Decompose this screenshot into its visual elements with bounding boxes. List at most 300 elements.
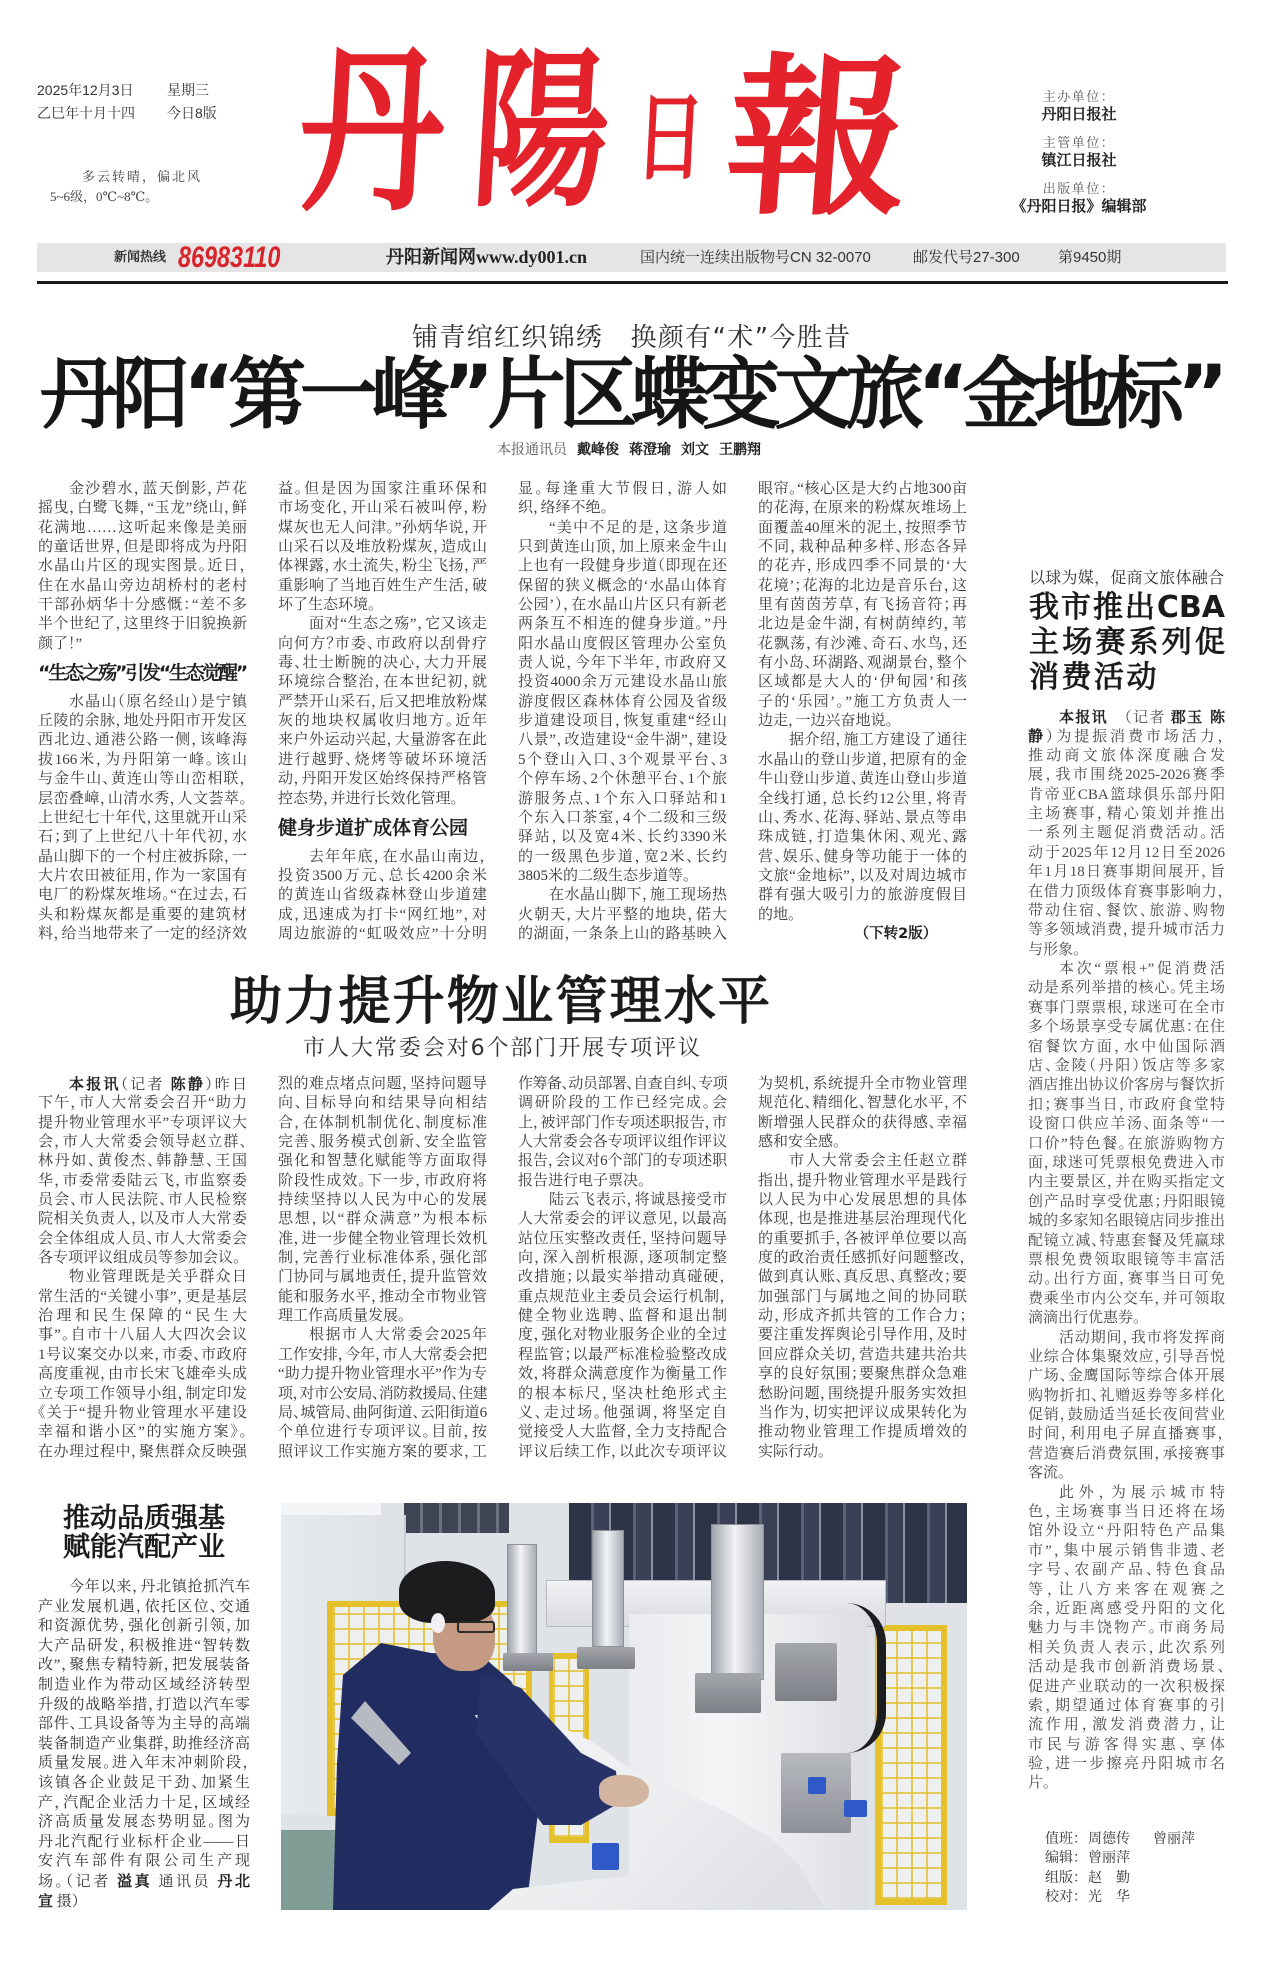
staff-row	[1045, 1830, 1218, 1849]
photo-window	[281, 1503, 381, 1515]
text-line: 动是系列举措的核心。凭主场	[1028, 980, 1225, 997]
logo-char: 陽	[467, 31, 615, 231]
text-line: 山采石以及堆放粉煤灰，造成山	[278, 539, 487, 556]
text-line: 层峦叠嶂，山清水秀，人文荟萃。	[38, 790, 247, 807]
photo-clamp	[503, 1653, 553, 1671]
text-line: 的地。	[758, 906, 796, 923]
text-line: 扣；赛事当日，市政府食堂特	[1028, 1096, 1225, 1113]
text-line: 环境综合整治，在本世纪初，就	[278, 674, 487, 691]
text-line: 灰的地块权属收归地方。近年	[278, 713, 487, 730]
sidebar-column	[1028, 708, 1225, 1794]
info-bar	[37, 243, 1226, 272]
text-line: 改措施；以最实举措动真碰硬，	[518, 1269, 727, 1286]
text-line: 流作用，激发消费潜力，让	[1028, 1717, 1225, 1734]
text-line: 火朝天，大片平整的地块，偌大	[518, 906, 727, 923]
text-line: 山、秀水、花海、驿站、景点等串	[758, 809, 967, 826]
text-line: 上世纪七十年代，这里就开山采	[38, 809, 247, 826]
text-line: 与金牛山、黄连山等山峦相联，	[38, 771, 247, 788]
text-line: 华，市委常委陆云飞，市监察委	[38, 1172, 247, 1189]
photo-clamp	[775, 1643, 837, 1701]
text-line: 口价”特色餐。在旅游购物方	[1028, 1135, 1225, 1152]
text-line: 烈的难点堵点问题，坚持问题导	[278, 1076, 487, 1092]
postal-code: 邮发代号27-300	[913, 249, 1020, 266]
text-line: 业综合体集聚效应，引导吾悦	[1028, 1348, 1225, 1365]
byline-name: 王鹏翔	[719, 442, 761, 458]
photo-clamp	[695, 1673, 761, 1713]
text-line: 晶山脚下的一个村庄被拆除，一	[38, 848, 247, 865]
text-segment: ）为提振消费市场活力，	[1045, 729, 1225, 746]
text-line: 严禁开山采石，后又把堆放粉煤	[278, 693, 487, 710]
publisher-info	[999, 89, 1159, 227]
text-segment: （记者	[1107, 710, 1171, 726]
text-line: 游服务点、1个东入口驿站和1	[518, 790, 727, 807]
text-line: 来户外运动兴起，大量游客在此	[278, 732, 487, 749]
text-line: 颜了！”	[38, 635, 83, 652]
text-line: 立专项工作领导小组，制定印发	[38, 1385, 247, 1402]
text-line: 步道建设项目，恢复重建“经山	[518, 713, 727, 730]
text-line: 部件、工具设备等为主导的高端	[38, 1716, 250, 1733]
text-line: 水晶山的登山步道，把原有的金	[758, 751, 967, 768]
headline-line: 主场赛系列促	[1029, 625, 1225, 660]
text-line: 全线打通，总长约12公里，将青	[758, 790, 967, 807]
text-line: 照评议工作实施方案的要求，工	[278, 1443, 487, 1460]
text-line: 费乘坐市内公交车，并可领取	[1028, 1290, 1225, 1307]
text-line: 头和粉煤灰都是重要的建筑材	[38, 906, 247, 923]
text-line: 今年以来，丹北镇抢抓汽车	[69, 1579, 250, 1595]
byline-name: 刘文	[681, 442, 709, 458]
supervisor-label: 主管单位：	[1042, 136, 1116, 151]
staff-name: 赵 勤	[1088, 1869, 1130, 1886]
text-line: 重影响了当地百姓生产生活，破	[278, 577, 487, 594]
text-line: 魅力与丰饶物产。市商务局	[1028, 1620, 1225, 1637]
text-line: 广场、金鹰国际等综合体开展	[1028, 1368, 1225, 1385]
text-line: 产业发展机遇，依托区位、交通	[38, 1598, 250, 1615]
text-line: 员会、市人民法院、市人民检察	[38, 1192, 247, 1209]
article-column	[278, 1075, 487, 1462]
photo-earbud	[431, 1613, 445, 1633]
text-line: 的重要抓手，各被评单位要以高	[758, 1230, 967, 1247]
byline-name: 蒋澄瑜	[629, 442, 671, 458]
text-line: 制，完善行业标准体系，强化部	[278, 1250, 487, 1267]
text-line: 票根免费领取眼镜等丰富活	[1028, 1251, 1225, 1268]
text-line: 觉接受人大监督，全力支持配合	[518, 1424, 727, 1441]
text-line: 准，进一步健全物业管理长效机	[278, 1230, 487, 1247]
text-line: 事”。自市十八届人大四次会议	[38, 1327, 247, 1344]
text-line: 面对“生态之殇”，它又该走	[309, 616, 487, 633]
text-line: 强化和智慧化赋能等方面取得	[278, 1153, 487, 1170]
byline-name: 戴峰俊	[577, 442, 619, 458]
text-line: 质量发展。进入年末冲刺阶段，	[38, 1755, 250, 1772]
text-line: “美中不足的是，这条步道	[549, 519, 727, 536]
text-line: 市人大常委会主任赵立群	[789, 1153, 967, 1170]
text-line: 半个世纪了，这里终于旧貌换新	[38, 616, 247, 633]
text-segment: ）昨日	[205, 1077, 247, 1093]
text-line: 幸福和谐小区”的实施方案》。	[38, 1424, 247, 1441]
text-line: 动，丹阳开发区始终保持严格管	[278, 771, 487, 788]
text-line	[38, 1872, 250, 1892]
factory-photo	[281, 1503, 967, 1910]
text-segment: 场。（记者	[38, 1873, 118, 1890]
text-line: 的一级黑色步道，宽2米、长约	[518, 848, 727, 865]
text-line: 八景”，改造建设“金牛湖”，建设	[518, 732, 727, 749]
text-line: 等，让八方来客在观赛之	[1028, 1581, 1225, 1598]
text-line: 活动是我市创新消费场景、	[1028, 1659, 1225, 1676]
text-line: 大产品研发，积极推进“智转数	[38, 1637, 250, 1654]
text-line: 花满地……这听起来像是美丽	[38, 519, 247, 536]
text-line: 活动期间，我市将发挥商	[1059, 1329, 1225, 1346]
text-line: 愁盼问题，围绕提升服务实效担	[758, 1385, 967, 1402]
hotline-number: 86983110	[178, 241, 281, 274]
text-line: 控态势，并进行长效化管理。	[278, 790, 459, 807]
text-line: 的花卉，形成四季不同景的‘大	[758, 558, 967, 575]
text-line	[1028, 708, 1225, 727]
text-line: 义、走过场。他强调，将坚定自	[518, 1404, 727, 1421]
text-line: 会全体组成人员、市人大常委会	[38, 1230, 247, 1247]
text-line: 投资3500万元、总长4200余米	[278, 867, 487, 884]
supervisor-value: 镇江日报社	[1041, 151, 1117, 169]
text-line: 时间，利用电子屏直播赛事，	[1028, 1426, 1225, 1443]
text-line: 重点规范业主委员会运行机制，	[518, 1288, 727, 1305]
text-line: 验，进一步擦亮丹阳城市名	[1028, 1756, 1225, 1773]
text-line: 宿餐饮方面，水中仙国际酒	[1028, 1038, 1225, 1055]
text-line: 此外，为展示城市特	[1059, 1484, 1225, 1501]
text-line: 群有强大吸引力的旅游度假目	[758, 887, 967, 904]
text-line: 在水晶山脚下，施工现场热	[549, 887, 727, 904]
text-line: 水晶山片区的现实图景。近日，	[38, 558, 247, 575]
website: 丹阳新闻网www.dy001.cn	[386, 247, 588, 267]
text-line: 进行越野、烧烤等破坏环境活	[278, 751, 487, 768]
text-line: 与形象。	[1028, 941, 1081, 958]
weather-temperature: 5~6级，0℃~8℃。	[50, 189, 159, 204]
text-line: 大片农田被征用，作为一家国有	[38, 867, 247, 884]
text-line: 上，被评部门作专项述职报告，市	[518, 1114, 727, 1131]
lead-headline: 丹阳“第一峰”片区蝶变文旅“金地标”	[40, 350, 1222, 440]
text-line: 工作安排，今年，市人大常委会把	[278, 1346, 487, 1363]
text-line: 1号议案交办以来，市委、市政府	[38, 1346, 247, 1363]
text-line: 向、目标导向和结果导向相结	[278, 1095, 487, 1112]
text-line: 滴滴出行优惠券。	[1028, 1310, 1141, 1327]
text-line: 年1月18日赛事期间展开，旨	[1028, 864, 1225, 881]
text-line: 体裸露，水土流失，粉尘飞扬，严	[278, 558, 487, 575]
text-line: 两条互不相连的健身步道。”丹	[518, 616, 727, 633]
staff-credits	[1045, 1830, 1218, 1907]
text-line: 各专项评议组成员等参加会议。	[38, 1250, 241, 1267]
text-line: 在借力顶级体育赛事影响力，	[1028, 883, 1225, 900]
text-line: 等多领域消费，提升城市活力	[1028, 922, 1225, 939]
byline-label: 本报通讯员	[497, 442, 567, 458]
text-line: 城的多家知名眼镜店同步推出	[1028, 1213, 1225, 1230]
logo-char: 日	[632, 81, 708, 194]
text-line: 珠成链，打造集休闲、观光、露	[758, 829, 967, 846]
text-line: 常生活的“关键小事”，更是基层	[38, 1288, 247, 1305]
text-line: 院相关负责人，以及市人大常委	[38, 1211, 247, 1228]
text-line: 合，在体制机制优化、制度标准	[278, 1114, 487, 1131]
text-line: 会，市人大常委会领导赵立群、	[38, 1134, 247, 1151]
text-line: 当作为，切实把评议成果转化为	[758, 1404, 967, 1421]
text-line: 物业管理既是关乎群众日	[69, 1269, 247, 1286]
text-line: 规范化、精细化、智慧化水平，不	[758, 1095, 967, 1112]
text-line: 本次“票根+”促消费活	[1059, 961, 1225, 978]
text-line: 指出，提升物业管理水平是践行	[758, 1172, 967, 1189]
text-line: 要注重发挥舆论引导作用，及时	[758, 1327, 967, 1344]
staff-role: 编辑：	[1045, 1850, 1087, 1867]
text-line: 边走，一边兴奋地说。	[758, 713, 894, 730]
text-line: 毒、壮士断腕的决心，大力开展	[278, 655, 487, 672]
text-line: 据介绍，施工方建设了通往	[789, 732, 967, 749]
bold-text: 郡玉 陈	[1170, 708, 1225, 726]
sponsor-label: 主办单位：	[1042, 90, 1116, 105]
text-line: 思想，以“群众满意”为根本标	[278, 1211, 487, 1228]
text-line: 个停车场、2个休憩平台、1个旅	[518, 771, 727, 788]
text-line: 度，强化对物业服务企业的全过	[518, 1327, 727, 1344]
text-line: 断增强人民群众的获得感、幸福	[758, 1114, 967, 1131]
text-line: 煤灰也无人问津。”孙炳华说，开	[278, 519, 487, 536]
issue-number: 第9450期	[1058, 249, 1122, 266]
text-line: 促销，鼓励适当延长夜间营业	[1028, 1407, 1225, 1424]
sponsor-value: 丹阳日报社	[1041, 105, 1117, 123]
logo-char: 報	[720, 36, 916, 239]
text-line: 店、金陵（丹阳）饭店等多家	[1028, 1058, 1225, 1075]
text-line: 市”，集中展示销售非遗、老	[1028, 1542, 1225, 1559]
page-count: 今日8版	[167, 105, 217, 121]
text-line: 显。每逢重大节假日，游人如	[518, 481, 727, 497]
text-line: 牛山登山步道、黄连山登山步道	[758, 771, 967, 788]
photo-worker-hair	[399, 1561, 495, 1623]
text-line: 该镇各企业鼓足干劲、加紧生	[38, 1774, 250, 1791]
weekday: 星期三	[167, 82, 209, 98]
text-line: 在办理过程中，聚焦群众反映强	[38, 1443, 247, 1460]
text-line: 以人民为中心发展思想的具体	[758, 1192, 967, 1209]
text-line: 报告，会议对6个部门的专项述职	[518, 1153, 727, 1170]
text-line: 促进产业联动的一次积极探	[1028, 1678, 1225, 1695]
text-segment: 通讯员	[152, 1873, 218, 1890]
text-line: 营造赛后消费氛围，承接赛事	[1028, 1445, 1225, 1462]
text-line: 内主要景区，并在购买指定文	[1028, 1174, 1225, 1191]
text-line: 项，对市公安局、消防救援局、住建	[278, 1385, 487, 1402]
text-line: 多个场景享受专属优惠：在住	[1028, 1019, 1225, 1036]
text-line: 主场赛事，精心策划并推出	[1028, 805, 1225, 822]
text-line: 馆外设立“丹阳特色产品集	[1028, 1523, 1225, 1540]
section-subheading: “生态之殇”引发“生态觉醒”	[38, 662, 246, 685]
text-line: 西北边、通港公路一侧，该峰海	[38, 732, 247, 749]
text-line: 推动物业管理工作提质增效的	[758, 1424, 967, 1441]
text-line: 游度假区森林体育公园及省级	[518, 693, 727, 710]
text-line: 展，我市围绕2025-2026赛季	[1028, 767, 1225, 784]
text-line: 的根本标尺，坚决杜绝形式主	[518, 1385, 727, 1402]
text-line: 花飘荡，有沙滩、奇石、水鸟，还	[758, 635, 967, 652]
text-line: 上也有一段健身步道（即现在还	[518, 558, 727, 575]
text-line: 5个登山入口、3个观景平台、3	[518, 751, 727, 768]
text-line: 推动商文旅体深度融合发	[1028, 747, 1225, 764]
staff-name: 周德传	[1088, 1831, 1130, 1847]
text-line: 相关负责人表示，此次系列	[1028, 1639, 1225, 1656]
text-line: 益。但是因为国家注重环保和	[278, 481, 487, 497]
text-line: 字号、农副产品、特色食品	[1028, 1562, 1225, 1579]
article-column	[758, 1075, 967, 1462]
text-line: 水晶山（原名经山）是宁镇	[69, 693, 247, 710]
text-line: 配镜立减、特惠套餐及凭赢球	[1028, 1232, 1225, 1249]
text-line: 花境’；花海的北边是音乐台，这	[758, 577, 967, 594]
staff-name: 曾丽萍	[1088, 1850, 1130, 1867]
text-line: 持续坚持以人民为中心的发展	[278, 1192, 487, 1209]
text-line: 不同，栽种品种多样、形态各异	[758, 539, 967, 556]
text-line: 坏了生态环境。	[278, 597, 376, 614]
text-line: 实际行动。	[758, 1443, 826, 1460]
staff-role: 值班：	[1045, 1831, 1087, 1847]
text-line: 一系列主题促消费活动。活	[1028, 825, 1225, 842]
text-line: 阶段性成效。下一步，市政府将	[278, 1172, 487, 1189]
text-line: 作筹备、动员部署、自查自纠、专项	[518, 1076, 727, 1092]
text-line: 眼帘。“核心区是大约占地300亩	[758, 481, 967, 497]
text-line: 治理和民生保障的“民生大	[38, 1308, 247, 1325]
text-line: 干部孙炳华十分感慨：“差不多	[38, 597, 247, 614]
text-line: 完善、服务模式创新、安全监管	[278, 1134, 487, 1151]
text-line: 去年年底，在水晶山南边，	[309, 848, 487, 865]
text-segment: 摄）	[53, 1893, 80, 1910]
text-line: 责人说，今年下半年，市政府又	[518, 655, 727, 672]
text-line: 下午，市人大常委会召开“助力	[38, 1095, 247, 1112]
text-line: 动于2025年12月12日至2026	[1028, 844, 1225, 861]
text-line: 加强部门与属地之间的协同联	[758, 1288, 967, 1305]
text-segment: （记者	[120, 1077, 171, 1093]
text-line: 市民与游客得实惠、享体	[1028, 1736, 1225, 1753]
text-line: 设窗口供应羊汤、面条等“一	[1028, 1116, 1225, 1133]
staff-row	[1045, 1869, 1218, 1888]
article-column	[518, 1075, 727, 1462]
text-line: 的湖面，一条条上山的路基映入	[518, 925, 727, 942]
text-line: 做到真认账、真反思、真整改；要	[758, 1269, 967, 1286]
text-line: 面，球迷可凭票根免费进入市	[1028, 1154, 1225, 1171]
text-line: 石；到了上世纪八十年代初，水	[38, 829, 247, 846]
photo-cylinder	[711, 1524, 764, 1680]
staff-row	[1045, 1888, 1218, 1907]
bold-text: 宣	[38, 1891, 54, 1910]
text-line: 3805米的二级生态步道等。	[518, 867, 691, 884]
text-line: 产，汽配企业活力十足，区域经	[38, 1794, 250, 1811]
text-line: 成，迅速成为打卡“网红地”，对	[278, 906, 487, 923]
text-line: “助力提升物业管理水平”作为专	[278, 1366, 487, 1383]
text-line: 调研阶段的工作已经完成。会	[518, 1095, 727, 1112]
text-line: 丘陵的余脉，地处丹阳市开发区	[38, 713, 247, 730]
text-line: 赛事门票票根，球迷可在全市	[1028, 999, 1225, 1016]
text-line: 动。出行方面，赛事当日可免	[1028, 1271, 1225, 1288]
sidebar-headline	[1029, 590, 1225, 695]
text-line: 购物折扣、礼赠返券等多样化	[1028, 1387, 1225, 1404]
text-line: 织，络绎不绝。	[518, 500, 609, 517]
text-line: 的童话世界，但是即将成为丹阳	[38, 539, 247, 556]
text-line: 只到黄连山顶，加上原来金牛山	[518, 539, 727, 556]
text-line: 安汽车部件有限公司生产现	[38, 1853, 250, 1870]
text-line: 升级的战略举措，打造以汽车零	[38, 1696, 250, 1713]
text-line: 面覆盖40厘米的泥土，按照季节	[758, 519, 967, 536]
text-line: 向，深入剖析根源，逐项制定整	[518, 1250, 727, 1267]
title-line: 赋能汽配产业	[63, 1532, 225, 1563]
text-line: 人大常委会的评议意见，以最高	[518, 1211, 727, 1228]
text-line: 公园’），在水晶山片区只有新老	[518, 597, 727, 614]
lead-kicker: 铺青绾红织锦绣 换颜有“术”今胜昔	[412, 323, 850, 353]
photo-window-dark	[404, 1503, 509, 1533]
text-line: 程监管；以最严标准检验整改成	[518, 1346, 727, 1363]
text-line: 门协同与属地责任，提升监管效	[278, 1269, 487, 1286]
photo-cylinder	[507, 1544, 537, 1667]
text-line: 余，近距离感受丹阳的文化	[1028, 1600, 1225, 1617]
photo-cylinder	[592, 1530, 624, 1647]
text-line: 局、城管局、曲阿街道、云阳街道6	[278, 1404, 487, 1421]
bold-text: 溢真	[117, 1871, 153, 1890]
sidebar-kicker: 以球为媒，促商文旅体融合	[1029, 568, 1224, 587]
text-line: 有小岛、环湖路、观湖景台，整个	[758, 655, 967, 672]
text-line: 健全物业选聘、监督和退出制	[518, 1308, 727, 1325]
text-line: 报告进行电子票决。	[518, 1172, 646, 1189]
text-line	[1028, 727, 1225, 746]
text-line: 驿站，以及宽4米、长约3390米	[518, 829, 727, 846]
text-line: 评议后续工作，以此次专项评议	[518, 1443, 727, 1460]
text-line: 理工作高质量发展。	[278, 1308, 406, 1325]
publisher-label: 出版单位：	[1042, 182, 1116, 197]
second-headline: 助力提升物业管理水平	[230, 972, 770, 1032]
article-column	[38, 1075, 247, 1462]
text-line: 索，期望通过体育赛事的引	[1028, 1697, 1225, 1714]
headline-line: 消费活动	[1029, 660, 1159, 695]
text-line: 色，主场赛事当日还将在场	[1028, 1504, 1225, 1521]
continued-on-page-notice: （下转2版）	[861, 925, 930, 942]
text-line: 向何方？市委、市政府以刮骨疗	[278, 635, 487, 652]
bold-text: 本报讯	[69, 1075, 121, 1093]
lunar-date: 乙巳年十月十四	[37, 105, 135, 121]
text-line: 个东入口茶室，4个二级和三级	[518, 809, 727, 826]
weather-forecast: 多云转晴，偏北风	[82, 169, 203, 184]
text-line: 肯帝亚CBA篮球俱乐部丹阳	[1028, 786, 1225, 803]
headline-line: 我市推出CBA	[1029, 590, 1225, 625]
logo-char: 丹	[294, 26, 450, 237]
staff-row	[1045, 1849, 1218, 1868]
text-line: 站位压实整改责任，坚持问题导	[518, 1230, 727, 1247]
text-line: 拔166米，为丹阳第一峰。该山	[38, 751, 247, 768]
text-line: 高度重视，由市长宋飞雄牵头成	[38, 1366, 247, 1383]
photo-worker-hands	[599, 1775, 649, 1807]
text-line: 回应群众关切，营造共建共治共	[758, 1346, 967, 1363]
text-line: 片。	[1028, 1775, 1051, 1792]
article-column	[758, 480, 967, 944]
text-line: 和资源优势，强化创新引领，加	[38, 1618, 250, 1635]
photo-glasses	[457, 1621, 495, 1633]
text-line: 北边是金牛湖，有树荫绰约，苇	[758, 616, 967, 633]
text-line: 林丹如、黄俊杰、韩静慧、王国	[38, 1153, 247, 1170]
text-line: 阳水晶山度假区管理办公室负	[518, 635, 727, 652]
text-line: 料，给当地带来了一定的经济效	[38, 925, 247, 942]
text-line: 陆云飞表示，将诚恳接受市	[549, 1192, 727, 1209]
publisher-value: 《丹阳日报》编辑部	[1011, 197, 1147, 215]
text-line: 丹北汽配行业标杆企业——日	[38, 1833, 250, 1850]
text-line: 装备制造产业集群，助推经济高	[38, 1735, 250, 1752]
bold-text: 本报讯	[1059, 708, 1108, 726]
text-line: 酒店推出协议价客房与餐饮折	[1028, 1077, 1225, 1094]
photo-cable-chain	[836, 1603, 886, 1753]
text-line: 市场变化，开山采石被叫停，粉	[278, 500, 487, 517]
bold-text: 静	[1028, 727, 1046, 746]
text-line: 济高质量发展态势明显。图为	[38, 1814, 250, 1831]
text-line: 为契机，系统提升全市物业管理	[758, 1076, 967, 1092]
text-line: 住在水晶山旁边胡桥村的老村	[38, 577, 247, 594]
photo-blue-part	[844, 1800, 867, 1817]
hotline-label: 新闻热线	[114, 250, 167, 265]
text-line: 的花海，在原来的粉煤灰堆场上	[758, 500, 967, 517]
text-line: 周边旅游的“虹吸效应”十分明	[278, 925, 487, 942]
text-line: 制造业作为带动区域经济转型	[38, 1676, 250, 1693]
photo-blue-part	[808, 1777, 826, 1794]
staff-role: 组版：	[1045, 1869, 1087, 1886]
text-line: 根据市人大常委会2025年	[309, 1327, 487, 1344]
